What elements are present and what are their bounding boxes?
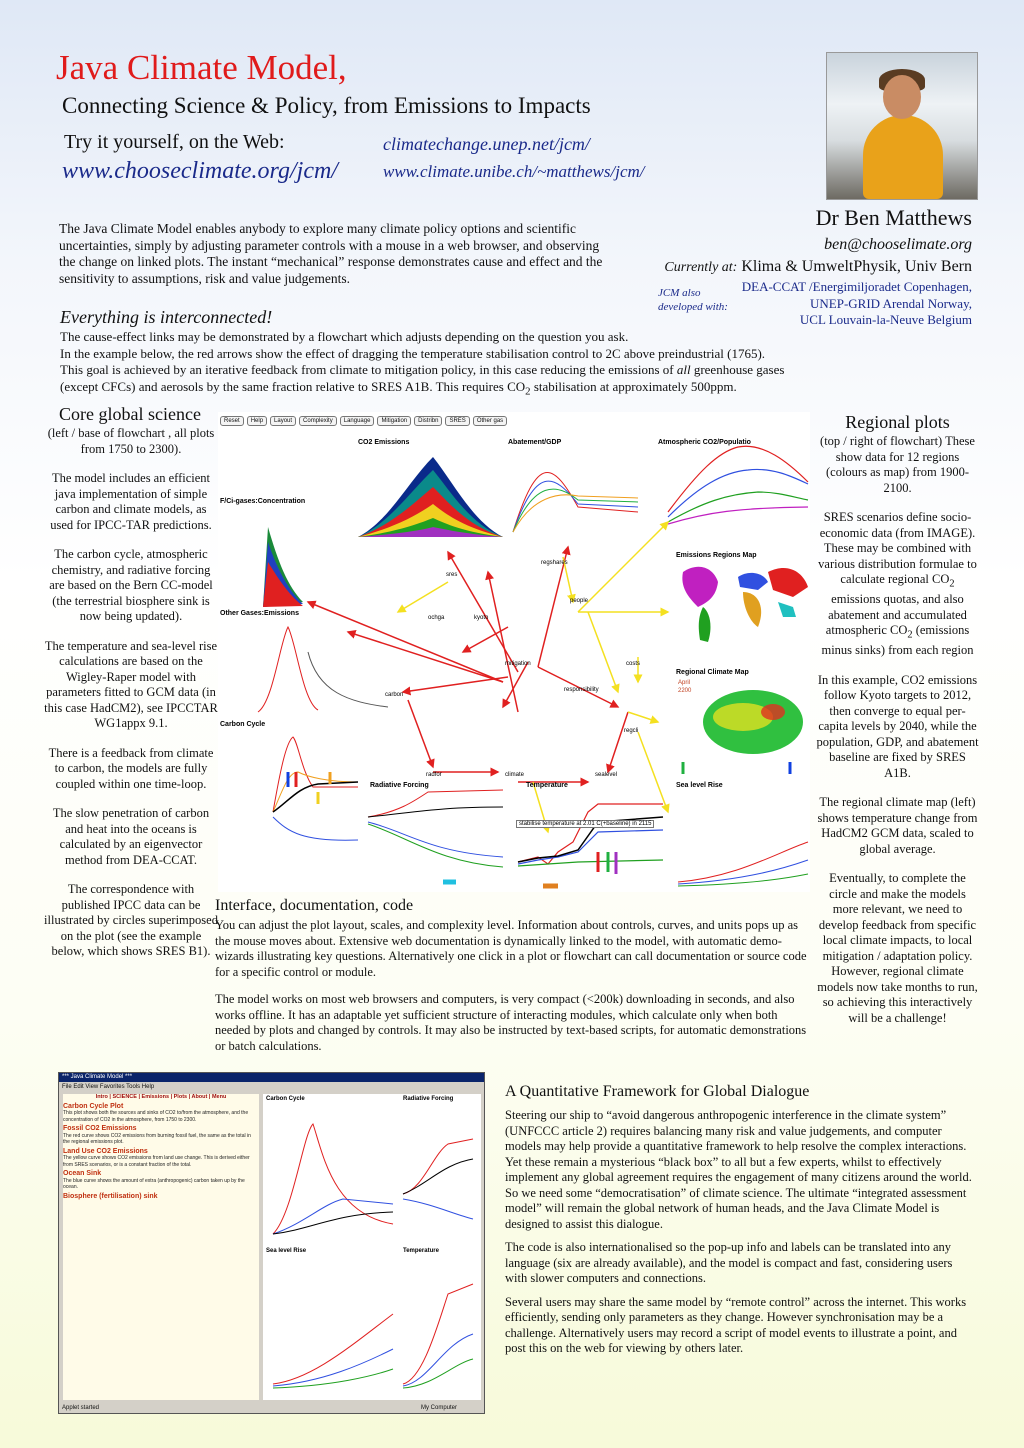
browser-screenshot [58, 1072, 485, 1414]
other-gases-label: Other Gases:Emissions [220, 610, 299, 617]
atmospheric-co2-label: Atmospheric CO2/Populatio [658, 439, 751, 446]
current-label: Currently at: [664, 260, 738, 275]
node-mitigation[interactable]: mitigation [505, 661, 531, 667]
atmospheric-co2-plot [668, 446, 808, 524]
unep-url-link[interactable]: climatechange.unep.net/jcm/ [383, 134, 590, 154]
abatement-plot [513, 472, 638, 532]
complexity-button[interactable]: Complexity [299, 416, 337, 426]
fci-gases-label: F/Ci-gases:Concentration [220, 498, 306, 505]
distribution-button[interactable]: Distribn [414, 416, 442, 426]
interface-heading: Interface, documentation, code [215, 897, 414, 914]
poster-subtitle: Connecting Science & Policy, from Emissions to Impacts [62, 93, 591, 118]
node-regshares[interactable]: regshares [541, 560, 568, 566]
author-affiliation [664, 258, 972, 276]
browser-status-bar: Applet started My Computer [59, 1403, 485, 1413]
radiative-forcing-label: Radiative Forcing [370, 782, 429, 789]
regional-climate-month: April [678, 680, 691, 686]
unibe-url-link[interactable]: www.climate.unibe.ch/~matthews/jcm/ [383, 162, 645, 181]
radiative-forcing-plot [368, 790, 503, 867]
emissions-regions-map [682, 567, 808, 642]
temperature-plot [518, 804, 663, 866]
partner-dea: DEA-CCAT /Energimiljoradet Copenhagen, [741, 279, 972, 294]
current-place: Klima & UmweltPhysik, Univ Bern [741, 258, 972, 275]
node-sres[interactable]: sres [446, 572, 458, 578]
node-costs[interactable]: costs [626, 661, 641, 667]
intro-paragraph: The Java Climate Model enables anybody to explore many climate policy options and scientific uncertainties, simply by adjusting parameter controls with a mouse in a web browser, and observing the change on linked plots. The instant “mechanical” response demonstrates cause and effect and the sensitivity to assumptions, risk and value judgements. [59, 221, 603, 286]
framework-heading: A Quantitative Framework for Global Dialogue [505, 1083, 810, 1100]
shot-temperature-label: Temperature [403, 1248, 439, 1254]
node-ochga[interactable]: ochga [428, 615, 445, 621]
reset-button[interactable]: Reset [220, 416, 244, 426]
author-name: Dr Ben Matthews [815, 205, 972, 230]
flowchart-explanation: The cause-effect links may be demonstrated by a flowchart which adjusts depending on the question you ask. In the example below, the red arrows show the effect of dragging the temperature stabilisation control to 2C above preindustrial (1765). This goal is achieved by an iterative feedback from climate to mitigation policy, in this case reducing the emissions of all greenhouse gases (except CFCs) and aerosols by the same fraction relative to SRES A1B. This requires $CO_2$ stabilisation at approximately 500ppm. [60, 329, 785, 398]
carbon-cycle-label: Carbon Cycle [220, 721, 266, 728]
co2-emissions-label: CO2 Emissions [358, 439, 410, 446]
node-regcli[interactable]: regcli [624, 728, 639, 734]
node-climate[interactable]: climate [505, 772, 525, 778]
stabilise-temperature-control[interactable]: stabilise temperature at 2.01 C(+baseline) in 2115 [516, 820, 654, 828]
other-gas-button[interactable]: Other gas [473, 416, 507, 426]
node-responsibility[interactable]: responsibility [564, 687, 599, 693]
regions-map-label: Emissions Regions Map [676, 552, 757, 559]
node-carbon[interactable]: carbon [385, 692, 404, 698]
window-title-bar: *** Java Climate Model *** [59, 1073, 485, 1082]
shot-carbon-label: Carbon Cycle [266, 1096, 305, 1102]
partner-unep: UNEP-GRID Arendal Norway, [810, 295, 972, 311]
documentation-panel: Intro | SCIENCE | Emissions | Plots | About | Menu Carbon Cycle Plot This plot shows both the sources and sinks of CO2 to/from the atmosphere, and the concentration of CO2 in the atmosphere, from 1750 to 2300. Fossil CO2 Emissions The red curve shows CO2 emissions from burning fossil fuel, the same as the total in the regional emissions plot. Land Use CO2 Emissions The yellow curve shows CO2 emissions from land use change. This is derived either from SRES scenarios, or is a constant fraction of the total. Ocean Sink The blue curve shows the amount of extra (anthropogenic) carbon taken up by the ocean. Biosphere (fertilisation) sink [63, 1094, 259, 1400]
carbon-cycle-plot [273, 737, 358, 840]
fci-gases-plot [263, 527, 303, 607]
co2-emissions-plot [358, 457, 503, 537]
regional-plots-heading: Regional plots [845, 412, 950, 432]
core-science-column: (left / base of flowchart , all plots from 1750 to 2300). The model includes an efficient java implementation of simple carbon and climate models, as used for IPCC-TAR predictions. The carbon cycle, atmospheric chemistry, and radiative forcing are based on the Bern CC-model (the terrestrial biosphere sink is now being updated). The temperature and sea-level rise calculations are based on the Wigley-Raper model with parameters fitted to GCM data (in this case HadCM2), see IPCCTAR WG1appx 9.1. There is a feedback from climate to carbon, the models are fully coupled within one time-loop. The slow penetration of carbon and heat into the oceans is calculated by an eigenvector method from DEA-CCAT. The correspondence with published IPCC data can be illustrated by circles superimposed on the plot (see the example below, which shows SRES B1). [44, 426, 218, 958]
flowchart-graphics [218, 412, 810, 892]
temperature-label: Temperature [526, 782, 568, 789]
core-science-heading: Core global science [59, 404, 201, 424]
partner-ucl: UCL Louvain-la-Neuve Belgium [799, 312, 972, 327]
screenshot-plots [263, 1094, 481, 1400]
interconnected-heading: Everything is interconnected! [60, 307, 273, 327]
author-email[interactable]: ben@chooselimate.org [824, 236, 972, 253]
poster-title: Java Climate Model, [56, 48, 347, 87]
interface-text: You can adjust the plot layout, scales, and complexity level. Information about controls, curves, and units pops up as the mouse moves about. Extensive web documentation is dynamically linked to the model, with automatic demo-wizards illustrating key questions. Alternatively one click in a plot or flowchart can call documentation or source code for a specific control or module. The model works on most web browsers and computers, is very compact (<200k) downloading in seconds, and also works offline. It has an adaptable yet sufficient structure of interacting modules, which calculate only when both needed by plots and changed by controls. It may also be instructed by text-based scripts, for automatic demonstrations or batch calculations. [215, 918, 807, 1053]
sea-level-plot [678, 842, 808, 886]
author-photo [826, 52, 978, 200]
try-label: Try it yourself, on the Web: [64, 131, 285, 153]
node-people[interactable]: people [570, 598, 589, 604]
browser-menu-bar[interactable]: File Edit View Favorites Tools Help [59, 1082, 485, 1092]
developed-with-label: JCM also developed with: [658, 287, 728, 313]
shot-forcing-label: Radiative Forcing [403, 1096, 454, 1102]
abatement-label: Abatement/GDP [508, 439, 562, 446]
framework-text: Steering our ship to “avoid dangerous anthropogenic interference in the climate system” (UNFCCC article 2) requires balancing many risk and value judgements, and computer models may help provide a quantitative framework to help resolve the complex interactions. Yet these remain a mysterious “black box” to all but a few experts, whilst to effectively implement any global agreement requires the engagement of many citizens around the world. So we need some “democratisation” of climate science. The ultimate “integrated assessment model” will remain the global network of human heads, and the Java Climate Model is designed to assist this dialogue. The code is also internationalised so the pop-up info and labels can be translated into any language (six are already available), and the model is compact and fast, considering users with slower computers and connections. Several users may share the same model by “remote control” across the internet. This works efficiently, sending only parameters as they change. However synchronisation may be a challenge. Alternatively users may record a script of model events to illustrate a point, and post this on the web for viewing by others later. [505, 1108, 972, 1355]
language-button[interactable]: Language [340, 416, 375, 426]
mitigation-button[interactable]: Mitigation [377, 416, 411, 426]
sea-level-label: Sea level Rise [676, 782, 723, 789]
layout-button[interactable]: Layout [270, 416, 296, 426]
node-sealevel[interactable]: sealevel [595, 772, 618, 778]
model-flowchart-figure [218, 412, 810, 892]
regional-climate-year: 2200 [678, 688, 692, 694]
shot-sealevel-label: Sea level Rise [266, 1248, 307, 1254]
partner-list [742, 279, 972, 329]
sres-button[interactable]: SRES [445, 416, 469, 426]
other-gases-plot [258, 627, 388, 712]
node-kyoto[interactable]: kyoto [474, 615, 489, 621]
help-button[interactable]: Help [247, 416, 267, 426]
regional-climate-label: Regional Climate Map [676, 669, 749, 676]
node-radfor[interactable]: radfor [426, 772, 442, 778]
main-url-link[interactable]: www.chooseclimate.org/jcm/ [62, 158, 338, 184]
regional-plots-column: (top / right of flowchart) These show data for 12 regions (colours as map) from 1900-2100. SRES scenarios define socio-economic data (from IMAGE). These may be combined with various distribution formulae to calculate regional $CO_2$ emissions quotas, and also abatement and accumulated atmospheric $CO_2$ (emissions minus sinks) from each region In this example, CO2 emissions follow Kyoto targets to 2012, then converge to equal per-capita levels by 2040, while the population, GDP, and abatement baseline are fixed by SRES A1B. The regional climate map (left) shows temperature change from HadCM2 GCM data, scaled to global average. Eventually, to complete the circle and make the models more relevant, we need to develop feedback from specific local climate impacts, to local mitigation / adaptation policy. However, regional climate models now take months to run, so achieving this interactively will be a challenge! [816, 434, 979, 1025]
